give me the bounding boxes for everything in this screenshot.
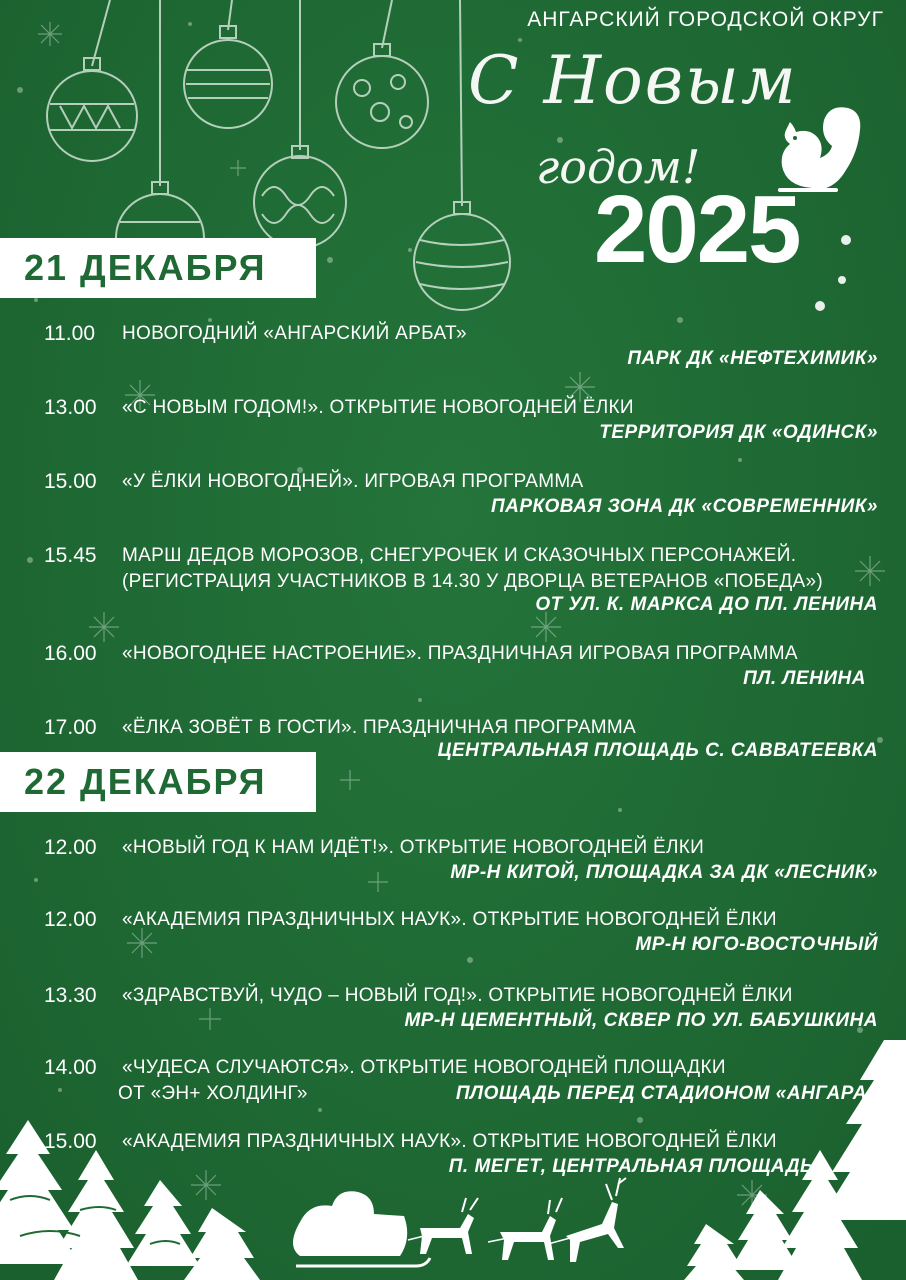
event-place: МР-Н ЮГО-ВОСТОЧНЫЙ <box>635 934 878 955</box>
ornament-icon <box>116 182 204 238</box>
event-title: «НОВОГОДНЕЕ НАСТРОЕНИЕ». ПРАЗДНИЧНАЯ ИГРОВАЯ ПРОГРАММА <box>122 643 798 664</box>
event-time: 15.00 <box>44 1130 97 1153</box>
greeting-line-2: годом! <box>536 140 701 194</box>
ornament-icon <box>47 58 137 161</box>
event-place: ПАРКОВАЯ ЗОНА ДК «СОВРЕМЕННИК» <box>490 496 878 517</box>
event-time: 12.00 <box>44 908 97 931</box>
snowflake-icon <box>127 928 157 958</box>
year: 2025 <box>594 176 800 283</box>
event-place: ПЛОЩАДЬ ПЕРЕД СТАДИОНОМ «АНГАРА» <box>455 1083 878 1104</box>
ornament-icon <box>336 44 428 148</box>
ornament-icon <box>414 202 510 310</box>
event-title: «НОВЫЙ ГОД К НАМ ИДЁТ!». ОТКРЫТИЕ НОВОГОДНЕЙ ЁЛКИ <box>122 837 705 858</box>
event-time: 13.30 <box>44 984 97 1007</box>
event-place: ЦЕНТРАЛЬНАЯ ПЛОЩАДЬ С. САВВАТЕЕВКА <box>437 740 878 761</box>
event-time: 11.00 <box>44 322 95 345</box>
event-title: «АКАДЕМИЯ ПРАЗДНИЧНЫХ НАУК». ОТКРЫТИЕ НОВОГОДНЕЙ ЁЛКИ <box>122 1131 777 1152</box>
snowflake-icon <box>38 22 62 46</box>
snowflake-icon <box>191 1170 221 1200</box>
event-title: «ЁЛКА ЗОВЁТ В ГОСТИ». ПРАЗДНИЧНАЯ ПРОГРАММА <box>122 717 637 738</box>
event-title: «ЧУДЕСА СЛУЧАЮТСЯ». ОТКРЫТИЕ НОВОГОДНЕЙ ПЛОЩАДКИ <box>122 1057 726 1078</box>
event-subtitle: ОТ «ЭН+ ХОЛДИНГ» <box>118 1083 308 1104</box>
event-place: ПАРК ДК «НЕФТЕХИМИК» <box>627 348 878 369</box>
event-place: ОТ УЛ. К. МАРКСА ДО ПЛ. ЛЕНИНА <box>535 594 878 615</box>
snowflake-icon <box>199 1008 221 1030</box>
district-name: АНГАРСКИЙ ГОРОДСКОЙ ОКРУГ <box>527 8 884 31</box>
greeting-line-1: С Новым <box>468 42 798 119</box>
event-title: «У ЁЛКИ НОВОГОДНЕЙ». ИГРОВАЯ ПРОГРАММА <box>122 471 584 492</box>
snowflake-icon <box>89 612 119 642</box>
snowflake-icon <box>230 160 246 176</box>
snowflake-icon <box>855 556 885 586</box>
ornament-icon <box>184 26 272 128</box>
event-time: 17.00 <box>44 716 97 739</box>
reindeer-icon <box>500 1198 562 1260</box>
ornament-icon <box>254 146 346 248</box>
day-label: 21 ДЕКАБРЯ <box>0 238 316 298</box>
event-time: 15.45 <box>44 544 97 567</box>
event-place: ТЕРРИТОРИЯ ДК «ОДИНСК» <box>599 422 878 443</box>
event-title: НОВОГОДНИЙ «АНГАРСКИЙ АРБАТ» <box>122 323 467 344</box>
event-title: «ЗДРАВСТВУЙ, ЧУДО – НОВЫЙ ГОД!». ОТКРЫТИЕ НОВОГОДНЕЙ ЁЛКИ <box>122 985 793 1006</box>
snowflake-icon <box>340 770 360 790</box>
event-time: 14.00 <box>44 1056 97 1079</box>
event-note: (РЕГИСТРАЦИЯ УЧАСТНИКОВ В 14.30 У ДВОРЦА ВЕТЕРАНОВ «ПОБЕДА») <box>122 571 823 592</box>
reindeer-icon <box>420 1198 478 1254</box>
event-title: МАРШ ДЕДОВ МОРОЗОВ, СНЕГУРОЧЕК И СКАЗОЧНЫХ ПЕРСОНАЖЕЙ. <box>122 545 797 566</box>
snowflake-icon <box>368 872 388 892</box>
event-time: 12.00 <box>44 836 97 859</box>
day-label: 22 ДЕКАБРЯ <box>0 752 316 812</box>
event-time: 15.00 <box>44 470 97 493</box>
event-title: «АКАДЕМИЯ ПРАЗДНИЧНЫХ НАУК». ОТКРЫТИЕ НОВОГОДНЕЙ ЁЛКИ <box>122 909 777 930</box>
event-title: «С НОВЫМ ГОДОМ!». ОТКРЫТИЕ НОВОГОДНЕЙ ЁЛКИ <box>122 397 634 418</box>
reindeer-icon <box>566 1178 626 1262</box>
event-time: 13.00 <box>44 396 97 419</box>
event-place: П. МЕГЕТ, ЦЕНТРАЛЬНАЯ ПЛОЩАДЬ <box>448 1156 814 1177</box>
sleigh-icon <box>293 1191 430 1266</box>
event-place: МР-Н КИТОЙ, ПЛОЩАДКА ЗА ДК «ЛЕСНИК» <box>450 862 878 883</box>
event-place: МР-Н ЦЕМЕНТНЫЙ, СКВЕР ПО УЛ. БАБУШКИНА <box>404 1010 878 1031</box>
event-time: 16.00 <box>44 642 97 665</box>
snowflake-icon <box>531 612 561 642</box>
event-place: ПЛ. ЛЕНИНА <box>743 668 866 689</box>
